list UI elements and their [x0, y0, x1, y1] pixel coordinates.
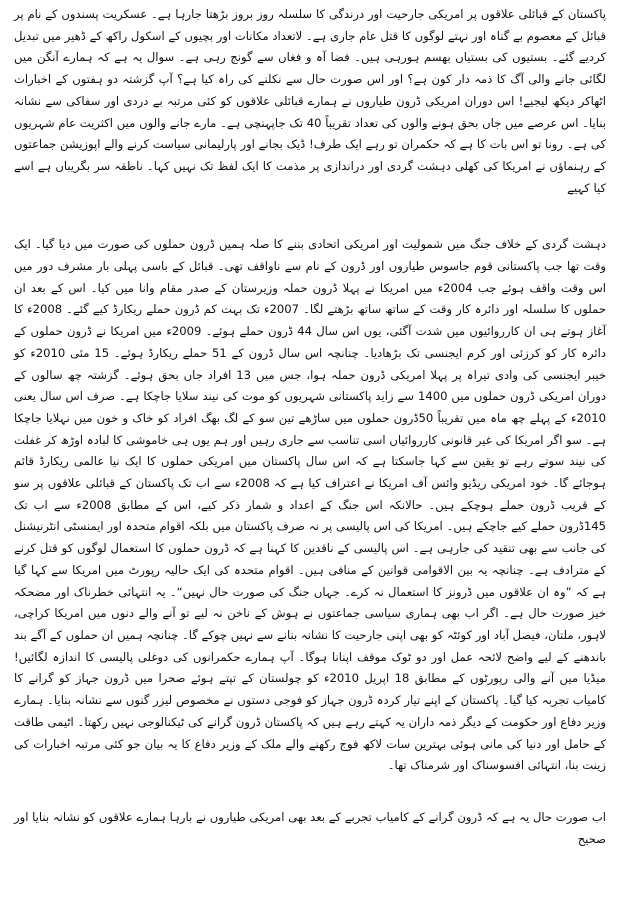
- paragraph-1: پاکستان کے قبائلی علاقوں پر امریکی جارحیت اور درندگی کا سلسلہ روز بروز بڑھتا جارہا ہے۔ عسکریت پسندوں کے نام پر قبائل کے معصوم بے گناہ اور نہتے لوگوں کا قتل عام جاری ہے۔ لاتعداد مکانات اور بچیوں کے اسکول راکھ کے ڈھیر میں تبدیل کردیے گئے۔ بستیوں کی بستیاں بھسم ہورہی ہیں۔ فضا آہ و فغاں سے گونج رہی ہے۔ سوال یہ ہے کہ ہمارے آنگن میں لگائی جانے والی آگ کا ذمہ دار کون ہے؟ اور اس صورت حال سے نکلنے کی راہ کیا ہے؟ آپ گزشتہ دو ہفتوں کے اخبارات اٹھاکر دیکھ لیجیے! اس دوران امریکی ڈرون طیاروں نے ہمارے قبائلی علاقوں کو کئی مرتبہ بے دردی اور سفاکی سے نشانہ بنایا۔ اس عرصے میں جاں بحق ہونے والوں کی تعداد تقریباً 40 تک جاپہنچی ہے۔ مارے جانے والوں میں اکثریت عام شہریوں کی ہے۔ رونا تو اس بات کا ہے کہ حکمران تو رہے ایک طرف! ڈیک بجانے اور پارلیمانی سیاست کرنے والے اپوزیشن جماعتوں کے رہنماؤں نے امریکا کی کھلی دہشت گردی اور دراندازی پر مذمت کا ایک لفظ تک نہیں کہا۔ ناطقہ سر بگریباں ہے اسے کیا کہیے: [14, 7, 606, 195]
- paragraph-spacer: [14, 777, 606, 807]
- article-page: [14, 4, 606, 850]
- paragraph-spacer: [14, 199, 606, 234]
- paragraph-2: دہشت گردی کے خلاف جنگ میں شمولیت اور امریکی اتحادی بننے کا صلہ ہمیں ڈرون حملوں کی صورت میں دیا گیا۔ ایک وقت تھا جب پاکستانی قوم جاسوس طیاروں اور ڈرون کے نام سے ناواقف تھی۔ قبائل کے باسی پہلی بار مشرف دور میں اس وقت واقف ہوئے جب 2004ء میں امریکا نے پہلا ڈرون حملہ وزیرستان کے صدر مقام وانا میں کیا۔ اس کے بعد ان حملوں کا سلسلہ اور دائرہ کار وقت کے ساتھ ساتھ بڑھتے لگا۔ 2007ء تک بہت کم ڈرون حملے ریکارڈ کیے گئے۔ 2008ء کا آغاز ہوتے ہی ان کارروائیوں میں شدت آگئی، یوں اس سال 44 ڈرون حملے ہوئے۔ 2009ء میں امریکا نے ڈرون حملوں کے دائرہ کار کو کرزئی اور کرم ایجنسی تک بڑھادیا۔ چنانچہ اس سال ڈرون کے 51 حملے ریکارڈ ہوئے۔ 15 مئی 2010ء کو خیبر ایجنسی کی وادی تیراہ پر پہلا امریکی ڈرون حملہ ہوا، جس میں 13 افراد جاں بحق ہوئے۔ گزشتہ چھ سالوں کے دوران امریکی ڈرون حملوں میں 1400 سے زاید پاکستانی شہریوں کو موت کی نیند سلایا جاچکا ہے۔ صرف اس سال یعنی 2010ء کے پہلے چھ ماہ میں تقریباً 50ڈرون حملوں میں ساڑھے تین سو کے لگ بھگ افراد کو خاک و خون میں نہلایا جاچکا ہے۔ سو اگر امریکا کی غیر قانونی کارروائیاں اسی تناسب سے جاری رہیں اور ہم یوں ہی خاموشی کا لبادہ اوڑھ کر غفلت کی نیند سوتے رہے تو یقین سے کہا جاسکتا ہے کہ اس سال پاکستان میں امریکی حملوں کا ایک نیا عالمی ریکارڈ قائم ہوجائے گا۔ خود امریکی ریڈیو وائس آف امریکا نے اعتراف کیا ہے کہ 2008ء سے اب تک پاکستان کے قبائلی علاقوں پر سو کے قریب ڈرون حملے ہوچکے ہیں۔ حالانکہ اس جنگ کے اعداد و شمار ذکر کیے، اس کے مطابق 2008ء سے اب تک 145ڈرون حملے کیے جاچکے ہیں۔ امریکا کی اس پالیسی پر نہ صرف پاکستان میں بلکہ اقوام متحدہ اور ایمنسٹی انٹرنیشنل کی جانب سے بھی تنقید کی جارہی ہے۔ اس پالیسی کے ناقدین کا کہنا ہے کہ ڈرون حملوں کا استعمال لوگوں کو قتل کرنے کے مترادف ہے۔ چنانچہ یہ بین الاقوامی قوانین کے منافی ہیں۔ اقوام متحدہ کی ایک حالیہ رپورٹ میں امریکا سے کہا گیا ہے کہ ”وہ ان علاقوں میں ڈرونز کا استعمال نہ کرے۔ جہاں جنگ کی صورت حال نہیں“۔ یہ انتہائی خطرناک اور مضحکہ خیز صورت حال ہے۔ اگر اب بھی ہماری سیاسی جماعتوں نے ہوش کے ناخن نہ لیے تو آنے والے دنوں میں امریکا کراچی، لاہور، ملتان، فیصل آباد اور کوئٹہ کو بھی اپنی جارحیت کا نشانہ بنانے سے نہیں چوکے گا۔ چنانچہ ہمیں ان حملوں کے آگے بند باندھنے کے لیے واضح لائحہ عمل اور دو ٹوک موقف اپنانا ہوگا۔ آپ ہمارے حکمرانوں کی دوغلی پالیسی کا اندازہ لگائیں! میڈیا میں آنے والی رپورٹوں کے مطابق 18 اپریل 2010ء کو چولستان کے تپتے ہوئے صحرا میں ڈرون جہاز کو گرانے کا کامیاب تجربہ کیا گیا۔ پاکستان کے اپنے تیار کردہ ڈرون جہاز کو فوجی دستوں نے مخصوص لیزر گنوں سے نشانہ بنایا۔ ہمارے وزیر دفاع اور حکومت کے دیگر ذمہ داران یہ کہتے رہے ہیں کہ پاکستان ڈرون گرانے کی ٹیکنالوجی نہیں رکھتا۔ اٹیمی طاقت کے حامل اور دنیا کی مانی ہوئی بہترین سات لاکھ فوج رکھنے والے ملک کے وزیر دفاع کا یہ بیان جو کئی مرتبہ اخبارات کی زینت بنا، انتہائی افسوسناک اور شرمناک تھا۔: [14, 237, 607, 773]
- paragraph-3: اب صورت حال یہ ہے کہ ڈرون گرانے کے کامیاب تجربے کے بعد بھی امریکی طیاروں نے بارہا ہمارے علاقوں کو نشانہ بنایا اور صحیح: [14, 809, 606, 846]
